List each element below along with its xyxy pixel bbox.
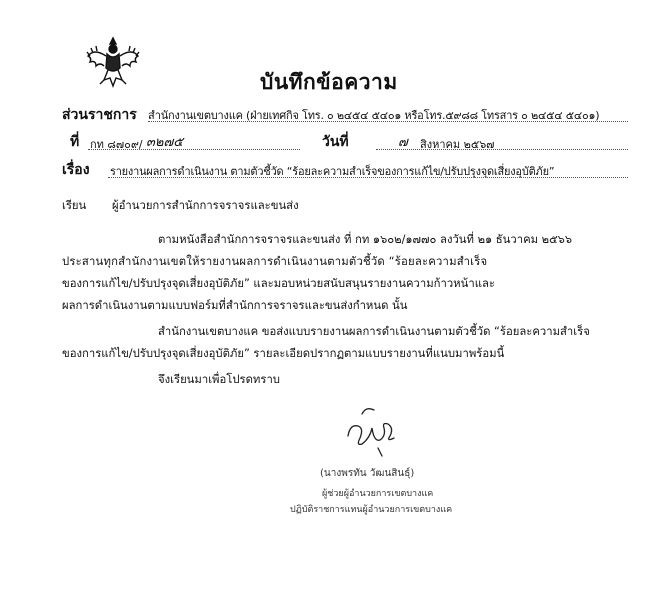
date-underline xyxy=(376,149,628,150)
signatory-name: (นางพรทัน วัฒนสินธุ์) xyxy=(320,468,415,479)
garuda-emblem xyxy=(84,34,142,92)
salutation-label: เรียน xyxy=(62,199,87,212)
ref-label: ที่ xyxy=(70,134,80,150)
paragraph1-line3: ของการแก้ไข/ปรับปรุงจุดเสี่ยงอุบัติภัย” และมอบหน่วยสนับสนุนรายงานความก้าวหน้าและ xyxy=(62,277,495,290)
paragraph2-line2: ของการแก้ไข/ปรับปรุงจุดเสี่ยงอุบัติภัย” รายละเอียดปรากฏตามแบบรายงานที่แนบมาพร้อมนี้ xyxy=(62,347,505,360)
salutation-recipient: ผู้อำนวยการสำนักการจราจรและขนส่ง xyxy=(112,199,299,212)
signatory-position-1: ผู้ช่วยผู้อำนวยการเขตบางแค xyxy=(322,489,434,499)
ref-handwritten-number: ๓๒๗๕ xyxy=(146,135,184,150)
agency-underline xyxy=(148,121,628,122)
agency-label: ส่วนราชการ xyxy=(62,107,137,123)
handwritten-signature xyxy=(340,398,420,458)
memo-title: บันทึกข้อความ xyxy=(260,70,398,94)
closing-line: จึงเรียนมาเพื่อโปรดทราบ xyxy=(158,373,280,386)
paragraph1-line1: ตามหนังสือสำนักการจราจรและขนส่ง ที่ กท ๑๖๐๒/๑๗๗๐ ลงวันที่ ๒๑ ธันวาคม ๒๕๖๖ xyxy=(158,233,573,246)
paragraph1-line4: ผลการดำเนินงานตามแบบฟอร์มที่สำนักการจราจรและขนส่งกำหนด นั้น xyxy=(62,299,408,312)
paragraph1-line2: ประสานทุกสำนักงานเขตให้รายงานผลการดำเนินงานตามตัวชี้วัด “ร้อยละความสำเร็จ xyxy=(62,255,488,268)
signatory-position-2: ปฏิบัติราชการแทนผู้อำนวยการเขตบางแค xyxy=(290,505,453,515)
ref-underline xyxy=(88,149,300,150)
agency-value: สำนักงานเขตบางแค (ฝ่ายเทศกิจ โทร. ๐ ๒๔๕๔ ๕๔๐๑ หรือโทร.๕๙๘๘ โทรสาร ๐ ๒๔๕๔ ๕๔๐๑) xyxy=(148,109,600,122)
paragraph2-line1: สำนักงานเขตบางแค ขอส่งแบบรายงานผลการดำเนินงานตามตัวชี้วัด “ร้อยละความสำเร็จ xyxy=(158,325,590,338)
date-month-year: สิงหาคม ๒๕๖๗ xyxy=(420,138,495,151)
subject-value: รายงานผลการดำเนินงาน ตามตัวชี้วัด “ร้อยละความสำเร็จของการแก้ไข/ปรับปรุงจุดเสี่ยงอุบัติภัย” xyxy=(110,165,555,178)
ref-prefix: กท ๘๗๐๙/ xyxy=(90,138,143,151)
date-day: ๗ xyxy=(398,135,408,150)
subject-underline xyxy=(108,177,628,178)
date-label: วันที่ xyxy=(322,134,349,150)
subject-label: เรื่อง xyxy=(62,162,90,178)
